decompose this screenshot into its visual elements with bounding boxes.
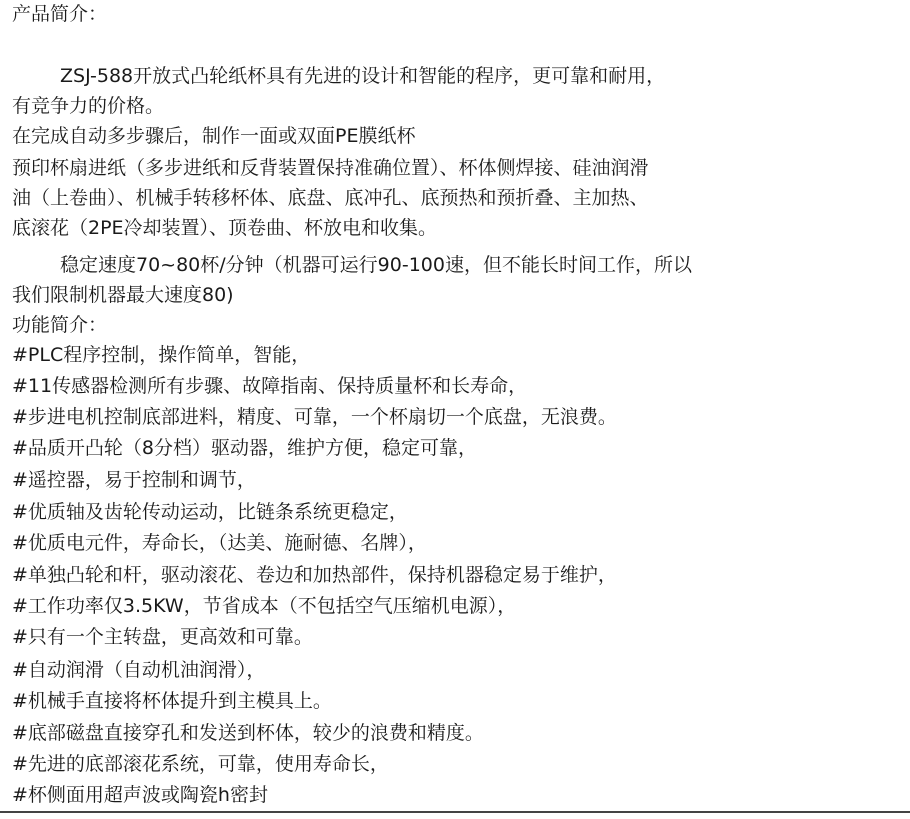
intro-paragraph-line: 预印杯扇进纸（多步进纸和反背装置保持准确位置）、杯体侧焊接、硅油润滑 (12, 157, 649, 179)
bottom-divider (0, 811, 910, 813)
feature-item: #底部磁盘直接穿孔和发送到杯体，较少的浪费和精度。 (12, 722, 484, 744)
feature-item: #单独凸轮和杆，驱动滚花、卷边和加热部件，保持机器稳定易于维护， (12, 564, 617, 586)
feature-item: #步进电机控制底部进料，精度、可靠，一个杯扇切一个底盘，无浪费。 (12, 406, 617, 428)
feature-item: #优质轴及齿轮传动运动，比链条系统更稳定， (12, 501, 408, 523)
feature-item: #先进的底部滚花系统，可靠，使用寿命长， (12, 753, 389, 775)
feature-item: #机械手直接将杯体提升到主模具上。 (12, 690, 332, 712)
feature-item: #只有一个主转盘，更高效和可靠。 (12, 626, 313, 648)
feature-item: #工作功率仅3.5KW，节省成本（不包括空气压缩机电源）， (12, 595, 517, 617)
feature-item: #11传感器检测所有步骤、故障指南、保持质量杯和长寿命， (12, 375, 528, 397)
intro-paragraph-line: 我们限制机器最大速度80) (12, 284, 234, 306)
intro-paragraph-line: 在完成自动多步骤后，制作一面或双面PE膜纸杯 (12, 125, 416, 147)
features-heading: 功能简介： (12, 314, 108, 336)
intro-paragraph-line: 油（上卷曲）、机械手转移杯体、底盘、底冲孔、底预热和预折叠、主加热、 (12, 187, 649, 209)
feature-item: #品质开凸轮（8分档）驱动器，维护方便，稳定可靠， (12, 437, 478, 459)
feature-item: #PLC程序控制，操作简单，智能， (12, 344, 311, 366)
intro-paragraph-line: ZSJ-588开放式凸轮纸杯具有先进的设计和智能的程序，更可靠和耐用， (60, 65, 666, 87)
feature-item: #自动润滑（自动机油润滑）， (12, 659, 266, 681)
product-intro-heading: 产品简介： (12, 3, 108, 25)
intro-paragraph-line: 底滚花（2PE冷却装置）、顶卷曲、杯放电和收集。 (12, 217, 438, 239)
feature-item: #杯侧面用超声波或陶瓷h密封 (12, 784, 268, 806)
feature-item: #遥控器，易于控制和调节， (12, 469, 256, 491)
intro-paragraph-line: 有竞争力的价格。 (12, 95, 165, 117)
feature-item: #优质电元件，寿命长，（达美、施耐德、名牌）， (12, 532, 427, 554)
intro-paragraph-line: 稳定速度70~80杯/分钟（机器可运行90-100速，但不能长时间工作，所以 (60, 254, 692, 276)
